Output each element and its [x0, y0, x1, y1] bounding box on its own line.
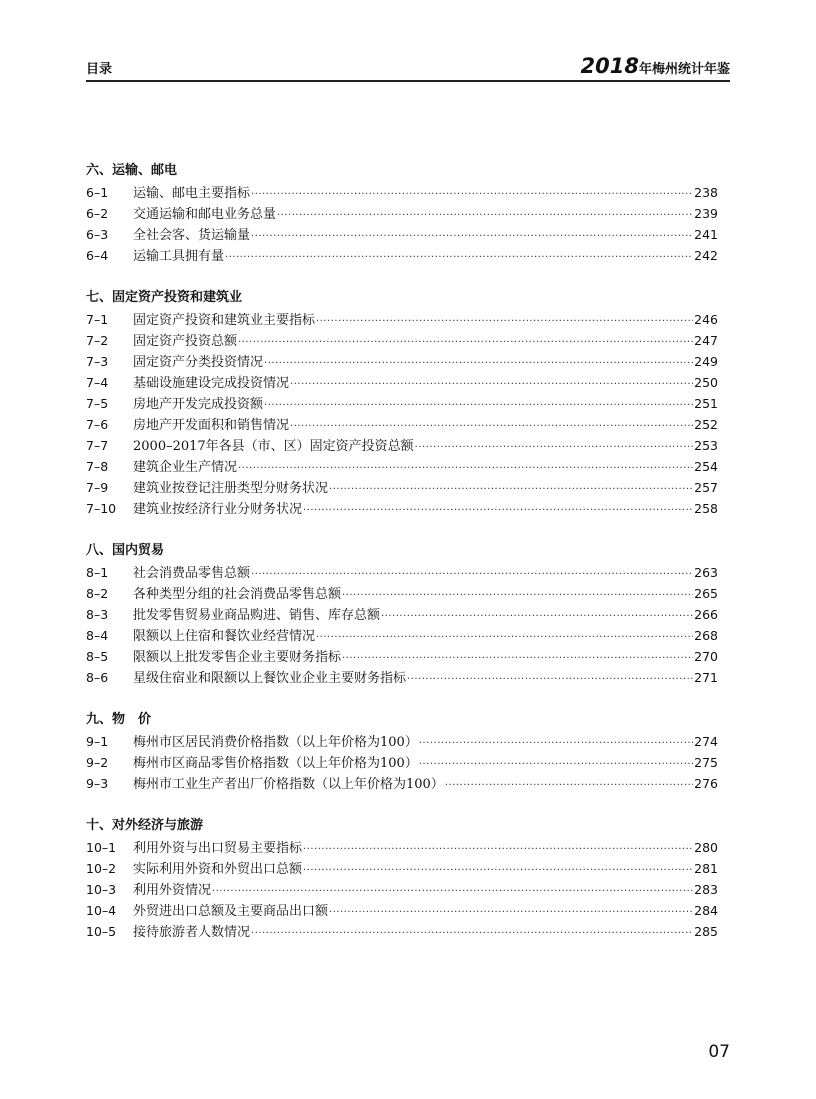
entry-title: 外贸进出口总额及主要商品出口额	[133, 904, 329, 919]
dot-leader	[329, 479, 693, 500]
entry-title: 各种类型分组的社会消费品零售总额	[133, 587, 342, 602]
entry-title: 接待旅游者人数情况	[133, 925, 251, 940]
toc-section	[86, 287, 718, 519]
dot-leader	[415, 437, 693, 458]
dot-leader	[264, 353, 693, 374]
dot-leader	[303, 860, 693, 881]
entry-number: 8–4	[86, 628, 109, 643]
entry-number: 7–7	[86, 438, 109, 453]
entry-title: 建筑业按经济行业分财务状况	[133, 502, 303, 517]
toc-entry[interactable]	[86, 921, 718, 942]
entry-title: 2000–2017年各县（市、区）固定资产投资总额	[133, 439, 414, 454]
dot-leader	[251, 226, 693, 247]
toc-entry[interactable]	[86, 456, 718, 477]
toc-entry[interactable]	[86, 351, 718, 372]
dot-leader	[277, 205, 693, 226]
dot-leader	[445, 775, 693, 796]
toc-entry[interactable]	[86, 667, 718, 688]
entry-page: 239	[694, 206, 718, 221]
entry-page: 274	[694, 734, 718, 749]
entry-page: 265	[694, 586, 718, 601]
entry-page: 285	[694, 924, 718, 939]
toc-entry[interactable]	[86, 330, 718, 351]
entry-number: 9–3	[86, 776, 109, 791]
entry-title: 交通运输和邮电业务总量	[133, 207, 277, 222]
entry-page: 250	[694, 375, 718, 390]
entry-page: 263	[694, 565, 718, 580]
toc-entry[interactable]	[86, 752, 718, 773]
entry-number: 7–9	[86, 480, 109, 495]
section-title: 十、对外经济与旅游	[86, 818, 204, 833]
dot-leader	[290, 374, 693, 395]
entry-title: 利用外资与出口贸易主要指标	[133, 841, 303, 856]
header-section-label: 目录	[86, 62, 113, 77]
entry-number: 10–1	[86, 840, 117, 855]
toc-entry[interactable]	[86, 879, 718, 900]
toc-entry[interactable]	[86, 393, 718, 414]
entry-page: 258	[694, 501, 718, 516]
entry-title: 利用外资情况	[133, 883, 212, 898]
toc-section	[86, 540, 718, 688]
entry-page: 284	[694, 903, 718, 918]
toc-entry[interactable]	[86, 625, 718, 646]
entry-page: 246	[694, 312, 718, 327]
page-number: 07	[708, 1042, 730, 1062]
entry-number: 9–2	[86, 755, 109, 770]
dot-leader	[381, 606, 693, 627]
dot-leader	[342, 648, 693, 669]
entry-title: 实际利用外资和外贸出口总额	[133, 862, 303, 877]
toc-entry[interactable]	[86, 372, 718, 393]
dot-leader	[251, 184, 693, 205]
entry-title: 梅州市区居民消费价格指数（以上年价格为100）	[133, 735, 418, 750]
entry-title: 建筑业按登记注册类型分财务状况	[133, 481, 329, 496]
entry-title: 批发零售贸易业商品购进、销售、库存总额	[133, 608, 381, 623]
toc-entry[interactable]	[86, 900, 718, 921]
toc-entry[interactable]	[86, 773, 718, 794]
entry-number: 6–2	[86, 206, 109, 221]
entry-title: 固定资产投资总额	[133, 334, 238, 349]
toc-entry[interactable]	[86, 498, 718, 519]
entry-number: 8–2	[86, 586, 109, 601]
entry-number: 10–3	[86, 882, 117, 897]
entry-title: 基础设施建设完成投资情况	[133, 376, 290, 391]
dot-leader	[238, 458, 693, 479]
toc-entry[interactable]	[86, 646, 718, 667]
entry-page: 268	[694, 628, 718, 643]
dot-leader	[419, 733, 693, 754]
entry-number: 7–3	[86, 354, 109, 369]
entry-number: 9–1	[86, 734, 109, 749]
toc-entry[interactable]	[86, 203, 718, 224]
toc-entry[interactable]	[86, 477, 718, 498]
entry-title: 限额以上批发零售企业主要财务指标	[133, 650, 342, 665]
entry-number: 8–1	[86, 565, 109, 580]
toc-entry[interactable]	[86, 731, 718, 752]
dot-leader	[342, 585, 693, 606]
entry-title: 运输、邮电主要指标	[133, 186, 251, 201]
entry-page: 251	[694, 396, 718, 411]
entry-number: 7–5	[86, 396, 109, 411]
dot-leader	[238, 332, 693, 353]
entry-page: 275	[694, 755, 718, 770]
entry-title: 限额以上住宿和餐饮业经营情况	[133, 629, 316, 644]
toc-entry[interactable]	[86, 414, 718, 435]
entry-number: 10–2	[86, 861, 117, 876]
entry-page: 271	[694, 670, 718, 685]
dot-leader	[316, 627, 693, 648]
entry-number: 7–6	[86, 417, 109, 432]
entry-title: 全社会客、货运输量	[133, 228, 251, 243]
entry-title: 运输工具拥有量	[133, 249, 225, 264]
page-header	[86, 54, 730, 82]
entry-title: 固定资产分类投资情况	[133, 355, 264, 370]
entry-number: 7–4	[86, 375, 109, 390]
toc-entry[interactable]	[86, 583, 718, 604]
entry-page: 249	[694, 354, 718, 369]
entry-page: 281	[694, 861, 718, 876]
dot-leader	[303, 500, 693, 521]
entry-number: 8–3	[86, 607, 109, 622]
section-title: 八、国内贸易	[86, 543, 165, 558]
section-title: 九、物 价	[86, 712, 152, 727]
entry-number: 7–10	[86, 501, 117, 516]
dot-leader	[419, 754, 693, 775]
entry-page: 241	[694, 227, 718, 242]
dot-leader	[303, 839, 693, 860]
entry-title: 梅州市区商品零售价格指数（以上年价格为100）	[133, 756, 418, 771]
entry-page: 266	[694, 607, 718, 622]
entry-page: 247	[694, 333, 718, 348]
entry-number: 10–4	[86, 903, 117, 918]
dot-leader	[264, 395, 693, 416]
header-yearbook-title	[581, 54, 730, 78]
entry-page: 283	[694, 882, 718, 897]
entry-title: 星级住宿业和限额以上餐饮业企业主要财务指标	[133, 671, 407, 686]
entry-title: 房地产开发面积和销售情况	[133, 418, 290, 433]
entry-page: 270	[694, 649, 718, 664]
entry-page: 253	[694, 438, 718, 453]
toc-section	[86, 709, 718, 794]
dot-leader	[251, 923, 693, 944]
entry-page: 254	[694, 459, 718, 474]
dot-leader	[290, 416, 693, 437]
toc-entry[interactable]	[86, 837, 718, 858]
toc-section	[86, 160, 718, 266]
dot-leader	[316, 311, 693, 332]
table-of-contents	[86, 160, 718, 963]
toc-entry[interactable]	[86, 858, 718, 879]
section-title: 七、固定资产投资和建筑业	[86, 290, 243, 305]
header-title: 年梅州统计年鉴	[638, 62, 730, 77]
entry-title: 梅州市工业生产者出厂价格指数（以上年价格为100）	[133, 777, 444, 792]
entry-page: 280	[694, 840, 718, 855]
entry-number: 7–1	[86, 312, 109, 327]
toc-entry[interactable]	[86, 182, 718, 203]
dot-leader	[407, 669, 693, 690]
entry-title: 社会消费品零售总额	[133, 566, 251, 581]
entry-page: 276	[694, 776, 718, 791]
dot-leader	[212, 881, 693, 902]
dot-leader	[329, 902, 693, 923]
entry-number: 8–6	[86, 670, 109, 685]
entry-title: 固定资产投资和建筑业主要指标	[133, 313, 316, 328]
toc-entry[interactable]	[86, 309, 718, 330]
entry-page: 242	[694, 248, 718, 263]
entry-title: 房地产开发完成投资额	[133, 397, 264, 412]
entry-page: 257	[694, 480, 718, 495]
entry-number: 6–3	[86, 227, 109, 242]
toc-section	[86, 815, 718, 942]
entry-page: 238	[694, 185, 718, 200]
entry-page: 252	[694, 417, 718, 432]
entry-number: 10–5	[86, 924, 117, 939]
entry-number: 6–4	[86, 248, 109, 263]
entry-title: 建筑企业生产情况	[133, 460, 238, 475]
entry-number: 7–2	[86, 333, 109, 348]
header-year: 2018	[580, 54, 639, 78]
toc-entry[interactable]	[86, 604, 718, 625]
toc-entry[interactable]	[86, 562, 718, 583]
entry-number: 7–8	[86, 459, 109, 474]
entry-number: 6–1	[86, 185, 109, 200]
toc-entry[interactable]	[86, 224, 718, 245]
dot-leader	[251, 564, 693, 585]
toc-entry[interactable]	[86, 245, 718, 266]
entry-number: 8–5	[86, 649, 109, 664]
dot-leader	[225, 247, 693, 268]
section-title: 六、运输、邮电	[86, 163, 178, 178]
toc-entry[interactable]	[86, 435, 718, 456]
